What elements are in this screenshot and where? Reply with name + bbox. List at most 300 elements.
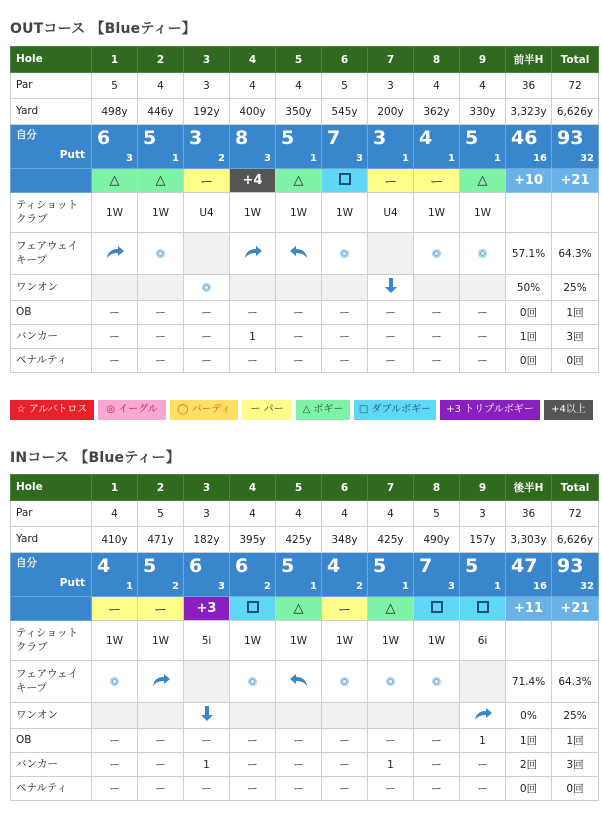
self-label-cell: [11, 125, 92, 169]
tee-club-row-label: ティショット クラブ: [11, 621, 92, 661]
penalty-row-cell: ー: [460, 777, 506, 801]
bunker-row-cell: ー: [138, 753, 184, 777]
tee-club-row-cell: 1W: [276, 193, 322, 233]
fairway-keep-row-cell: [230, 661, 276, 703]
hole-header-row: [11, 475, 599, 501]
ob-row-cell: ー: [138, 301, 184, 325]
hole-number: 3: [184, 47, 230, 73]
par-row-label: Par: [11, 501, 92, 527]
curve-right-arrow-icon: [473, 707, 493, 724]
ring-target-icon: [432, 676, 441, 688]
score-row: [11, 125, 599, 169]
par-row-cell: 4: [92, 501, 138, 527]
result-cell: [184, 169, 230, 193]
penalty-row-label: ペナルティ: [11, 349, 92, 373]
result-total: +21: [552, 169, 599, 193]
stroke-count: 5: [143, 127, 157, 149]
putt-count: 32: [580, 581, 594, 592]
hole-number: 9: [460, 47, 506, 73]
ob-row-cell: ー: [322, 301, 368, 325]
putt-count: 2: [264, 581, 271, 592]
yard-row-cell: 182y: [184, 527, 230, 553]
stroke-count: 5: [281, 127, 295, 149]
stroke-count: 6: [97, 127, 111, 149]
scorecard-table: [10, 474, 599, 801]
hole-number: 4: [230, 475, 276, 501]
score-cell: [92, 553, 138, 597]
fairway-keep-row-cell: [460, 233, 506, 275]
par-row-cell: 4: [230, 501, 276, 527]
yard-row-cell: 446y: [138, 99, 184, 125]
ring-target-icon: [202, 282, 211, 294]
fairway-keep-row-cell: [276, 233, 322, 275]
curve-left-arrow-icon: [289, 245, 309, 262]
penalty-row-cell: ー: [92, 777, 138, 801]
yard-row-total: 6,626y: [552, 527, 599, 553]
score-cell: [322, 553, 368, 597]
result-cell: [460, 597, 506, 621]
yard-row-cell: 400y: [230, 99, 276, 125]
yard-row-subtotal: 3,303y: [506, 527, 552, 553]
result-cell: [92, 169, 138, 193]
stroke-count: 5: [465, 555, 479, 577]
fairway-keep-row-subtotal: 71.4%: [506, 661, 552, 703]
ob-row-cell: ー: [184, 301, 230, 325]
one-on-row-cell: [138, 275, 184, 301]
hole-label: Hole: [11, 475, 92, 501]
par-row-cell: 4: [368, 501, 414, 527]
ob-row-cell: ー: [184, 729, 230, 753]
yard-row: [11, 527, 599, 553]
result-cell: [460, 169, 506, 193]
hole-number: 8: [414, 475, 460, 501]
bunker-row-total: 3回: [552, 753, 599, 777]
ob-row-cell: ー: [276, 301, 322, 325]
penalty-row: [11, 349, 599, 373]
ob-row-cell: ー: [138, 729, 184, 753]
putt-count: 1: [494, 153, 501, 164]
bunker-row-cell: 1: [368, 753, 414, 777]
penalty-row-cell: ー: [184, 777, 230, 801]
par-row-cell: 4: [276, 73, 322, 99]
putt-count: 3: [218, 581, 225, 592]
par-row-subtotal: 36: [506, 73, 552, 99]
putt-count: 1: [126, 581, 133, 592]
fairway-keep-row-cell: [368, 661, 414, 703]
ob-row-total: 1回: [552, 301, 599, 325]
score-cell: [276, 125, 322, 169]
putt-count: 3: [448, 581, 455, 592]
ob-row-cell: 1: [460, 729, 506, 753]
result-label-blank: [11, 169, 92, 193]
hole-number: 6: [322, 475, 368, 501]
yard-row-cell: 425y: [368, 527, 414, 553]
one-on-row: [11, 703, 599, 729]
legend-item: ☆ アルバトロス: [10, 400, 94, 420]
fairway-keep-row-cell: [92, 233, 138, 275]
total-header: Total: [552, 47, 599, 73]
bunker-row-cell: ー: [276, 753, 322, 777]
self-label: 自分: [16, 129, 37, 141]
tee-club-row-cell: 1W: [230, 193, 276, 233]
fairway-keep-row-cell: [138, 233, 184, 275]
ring-target-icon: [432, 248, 441, 260]
course-title: OUTコース 【Blueティー】: [10, 21, 197, 37]
ob-row-label: OB: [11, 729, 92, 753]
yard-row-cell: 498y: [92, 99, 138, 125]
stroke-count: 6: [235, 555, 249, 577]
result-total: +21: [552, 597, 599, 621]
one-on-row-cell: [276, 275, 322, 301]
curve-right-arrow-icon: [151, 673, 171, 690]
bunker-row: [11, 753, 599, 777]
result-symbol: △: [477, 173, 488, 188]
ob-row-cell: ー: [414, 729, 460, 753]
ob-row-cell: ー: [414, 301, 460, 325]
par-row-cell: 3: [184, 501, 230, 527]
fairway-keep-row-cell: [322, 233, 368, 275]
ob-row-subtotal: 0回: [506, 301, 552, 325]
penalty-row-cell: ー: [414, 777, 460, 801]
score-cell: [414, 125, 460, 169]
one-on-row-cell: [184, 703, 230, 729]
penalty-row-cell: ー: [368, 777, 414, 801]
result-cell: [368, 597, 414, 621]
hole-number: 7: [368, 47, 414, 73]
putt-count: 1: [310, 581, 317, 592]
yard-row-cell: 395y: [230, 527, 276, 553]
bunker-row-cell: ー: [184, 325, 230, 349]
penalty-row-cell: ー: [368, 349, 414, 373]
tee-club-row-cell: U4: [184, 193, 230, 233]
penalty-row-cell: ー: [276, 349, 322, 373]
tee-club-row-cell: 1W: [414, 193, 460, 233]
one-on-row-cell: [184, 275, 230, 301]
ring-target-icon: [386, 676, 395, 688]
putt-count: 3: [264, 153, 271, 164]
putt-count: 32: [580, 153, 594, 164]
ob-row-total: 1回: [552, 729, 599, 753]
stroke-count: 93: [557, 127, 584, 149]
tee-club-row-total: [552, 193, 599, 233]
tee-club-row-total: [552, 621, 599, 661]
stroke-count: 4: [97, 555, 111, 577]
score-cell: [506, 125, 552, 169]
bunker-row-cell: 1: [184, 753, 230, 777]
legend-item: □ ダブルボギー: [354, 400, 436, 420]
tee-club-row: [11, 193, 599, 233]
putt-count: 16: [533, 153, 547, 164]
penalty-row-cell: ー: [92, 349, 138, 373]
score-cell: [230, 125, 276, 169]
fairway-keep-row-cell: [138, 661, 184, 703]
fairway-keep-row-cell: [184, 233, 230, 275]
one-on-row-subtotal: 50%: [506, 275, 552, 301]
one-on-row-cell: [138, 703, 184, 729]
tee-club-row-cell: 1W: [368, 621, 414, 661]
tee-club-row-label: ティショット クラブ: [11, 193, 92, 233]
one-on-row-cell: [460, 703, 506, 729]
result-row: [11, 169, 599, 193]
hole-number: 2: [138, 475, 184, 501]
putt-count: 3: [356, 153, 363, 164]
yard-row-cell: 157y: [460, 527, 506, 553]
penalty-row-cell: ー: [460, 349, 506, 373]
legend-item: △ ボギー: [296, 400, 350, 420]
result-symbol: △: [155, 173, 166, 188]
bunker-row-cell: ー: [460, 753, 506, 777]
result-cell: [230, 597, 276, 621]
tee-club-row-cell: 1W: [322, 621, 368, 661]
score-cell: [184, 553, 230, 597]
one-on-row-cell: [276, 703, 322, 729]
ob-row-label: OB: [11, 301, 92, 325]
penalty-row-cell: ー: [322, 777, 368, 801]
putt-count: 2: [172, 581, 179, 592]
one-on-row-cell: [368, 275, 414, 301]
yard-row-cell: 425y: [276, 527, 322, 553]
penalty-row-cell: ー: [414, 349, 460, 373]
result-cell: [276, 169, 322, 193]
penalty-row-cell: ー: [138, 777, 184, 801]
hole-number: 4: [230, 47, 276, 73]
fairway-keep-row-label: フェアウェイ キープ: [11, 233, 92, 275]
tee-club-row-subtotal: [506, 193, 552, 233]
putt-count: 1: [172, 153, 179, 164]
par-row-cell: 4: [138, 73, 184, 99]
stroke-count: 8: [235, 127, 249, 149]
result-symbol: ー: [199, 175, 213, 190]
yard-row-cell: 192y: [184, 99, 230, 125]
hole-number: 1: [92, 475, 138, 501]
stroke-count: 5: [373, 555, 387, 577]
hole-number: 8: [414, 47, 460, 73]
result-cell: [92, 597, 138, 621]
ob-row: [11, 301, 599, 325]
yard-row-total: 6,626y: [552, 99, 599, 125]
bunker-row-cell: ー: [414, 325, 460, 349]
putt-count: 16: [533, 581, 547, 592]
bunker-row-cell: ー: [230, 753, 276, 777]
score-cell: [552, 553, 599, 597]
result-subtotal: +10: [506, 169, 552, 193]
stroke-count: 5: [143, 555, 157, 577]
ob-row-subtotal: 1回: [506, 729, 552, 753]
putt-count: 1: [448, 153, 455, 164]
tee-club-row-cell: 1W: [92, 621, 138, 661]
result-cell: [322, 169, 368, 193]
par-row: [11, 73, 599, 99]
par-row-cell: 3: [184, 73, 230, 99]
self-label-cell: [11, 553, 92, 597]
bunker-row-cell: ー: [414, 753, 460, 777]
putt-count: 1: [402, 153, 409, 164]
ob-row-cell: ー: [92, 729, 138, 753]
self-label: 自分: [16, 557, 37, 569]
result-row: [11, 597, 599, 621]
result-symbol: ー: [337, 603, 351, 618]
one-on-row-cell: [368, 703, 414, 729]
stroke-count: 4: [327, 555, 341, 577]
putt-count: 2: [218, 153, 225, 164]
yard-row-label: Yard: [11, 99, 92, 125]
one-on-row-cell: [230, 703, 276, 729]
fairway-keep-row-cell: [92, 661, 138, 703]
fairway-keep-row-label: フェアウェイ キープ: [11, 661, 92, 703]
hole-number: 3: [184, 475, 230, 501]
result-symbol: ー: [429, 175, 443, 190]
fairway-keep-row: [11, 661, 599, 703]
par-row-cell: 5: [414, 501, 460, 527]
bunker-row-label: バンカー: [11, 753, 92, 777]
total-header: Total: [552, 475, 599, 501]
tee-club-row-cell: 1W: [92, 193, 138, 233]
bunker-row-subtotal: 2回: [506, 753, 552, 777]
bunker-row-subtotal: 1回: [506, 325, 552, 349]
one-on-row-label: ワンオン: [11, 275, 92, 301]
ob-row: [11, 729, 599, 753]
down-arrow-icon: [384, 278, 398, 297]
putt-count: 1: [494, 581, 501, 592]
double-bogey-square-icon: [431, 601, 443, 613]
one-on-row-cell: [460, 275, 506, 301]
double-bogey-square-icon: [339, 173, 351, 185]
fairway-keep-row-cell: [368, 233, 414, 275]
score-cell: [322, 125, 368, 169]
penalty-row-cell: ー: [276, 777, 322, 801]
tee-club-row-cell: 1W: [138, 193, 184, 233]
result-symbol: ー: [383, 175, 397, 190]
result-cell: [414, 597, 460, 621]
stroke-count: 7: [419, 555, 433, 577]
fairway-keep-row: [11, 233, 599, 275]
hole-number: 5: [276, 475, 322, 501]
fairway-keep-row-cell: [322, 661, 368, 703]
par-row-subtotal: 36: [506, 501, 552, 527]
one-on-row-total: 25%: [552, 703, 599, 729]
par-row-cell: 5: [138, 501, 184, 527]
down-arrow-icon: [200, 706, 214, 725]
curve-left-arrow-icon: [289, 673, 309, 690]
penalty-row-cell: ー: [322, 349, 368, 373]
result-cell: [322, 597, 368, 621]
par-row-cell: 4: [460, 73, 506, 99]
putt-label: Putt: [59, 148, 85, 161]
par-row-cell: 3: [368, 73, 414, 99]
ring-target-icon: [110, 676, 119, 688]
ob-row-cell: ー: [368, 729, 414, 753]
penalty-row-cell: ー: [230, 349, 276, 373]
legend-item: +3 トリプルボギー: [440, 400, 540, 420]
bunker-row: [11, 325, 599, 349]
one-on-row-label: ワンオン: [11, 703, 92, 729]
ob-row-cell: ー: [230, 301, 276, 325]
ring-target-icon: [340, 248, 349, 260]
bunker-row-label: バンカー: [11, 325, 92, 349]
ob-row-cell: ー: [276, 729, 322, 753]
score-cell: [460, 553, 506, 597]
ring-target-icon: [340, 676, 349, 688]
putt-count: 3: [126, 153, 133, 164]
one-on-row: [11, 275, 599, 301]
result-symbol: △: [109, 173, 120, 188]
score-cell: [368, 553, 414, 597]
result-cell: [138, 169, 184, 193]
legend-item: ◎ イーグル: [98, 400, 166, 420]
penalty-row-cell: ー: [184, 349, 230, 373]
curve-right-arrow-icon: [105, 245, 125, 262]
ob-row-cell: ー: [322, 729, 368, 753]
score-row: [11, 553, 599, 597]
tee-club-row-cell: 1W: [322, 193, 368, 233]
fairway-keep-row-total: 64.3%: [552, 233, 599, 275]
fairway-keep-row-cell: [276, 661, 322, 703]
hole-number: 9: [460, 475, 506, 501]
par-row-cell: 5: [92, 73, 138, 99]
bunker-row-cell: ー: [368, 325, 414, 349]
one-on-row-cell: [414, 703, 460, 729]
yard-row-cell: 410y: [92, 527, 138, 553]
yard-row-cell: 350y: [276, 99, 322, 125]
score-cell: [368, 125, 414, 169]
curve-right-arrow-icon: [243, 245, 263, 262]
one-on-row-cell: [230, 275, 276, 301]
hole-number: 6: [322, 47, 368, 73]
score-cell: [138, 553, 184, 597]
stroke-count: 3: [373, 127, 387, 149]
par-row-total: 72: [552, 73, 599, 99]
penalty-row: [11, 777, 599, 801]
fairway-keep-row-total: 64.3%: [552, 661, 599, 703]
stroke-count: 6: [189, 555, 203, 577]
score-cell: [92, 125, 138, 169]
ring-target-icon: [478, 248, 487, 260]
putt-count: 1: [310, 153, 317, 164]
stroke-count: 4: [419, 127, 433, 149]
yard-row-label: Yard: [11, 527, 92, 553]
result-cell: [368, 169, 414, 193]
one-on-row-subtotal: 0%: [506, 703, 552, 729]
score-cell: [460, 125, 506, 169]
yard-row: [11, 99, 599, 125]
stroke-count: 47: [511, 555, 538, 577]
penalty-row-cell: ー: [138, 349, 184, 373]
ring-target-icon: [248, 676, 257, 688]
score-cell: [184, 125, 230, 169]
yard-row-cell: 348y: [322, 527, 368, 553]
yard-row-cell: 471y: [138, 527, 184, 553]
yard-row-cell: 200y: [368, 99, 414, 125]
legend-item: ー パー: [242, 400, 292, 420]
fairway-keep-row-cell: [460, 661, 506, 703]
hole-number: 2: [138, 47, 184, 73]
ob-row-cell: ー: [368, 301, 414, 325]
scorecard-table: [10, 46, 599, 373]
penalty-row-label: ペナルティ: [11, 777, 92, 801]
result-symbol: +4: [242, 173, 263, 188]
result-cell: [276, 597, 322, 621]
result-subtotal: +11: [506, 597, 552, 621]
bunker-row-cell: ー: [276, 325, 322, 349]
tee-club-row-cell: 5i: [184, 621, 230, 661]
tee-club-row-cell: 1W: [138, 621, 184, 661]
tee-club-row: [11, 621, 599, 661]
bunker-row-cell: ー: [322, 753, 368, 777]
score-cell: [276, 553, 322, 597]
bunker-row-cell: ー: [92, 325, 138, 349]
penalty-row-cell: ー: [230, 777, 276, 801]
score-cell: [138, 125, 184, 169]
